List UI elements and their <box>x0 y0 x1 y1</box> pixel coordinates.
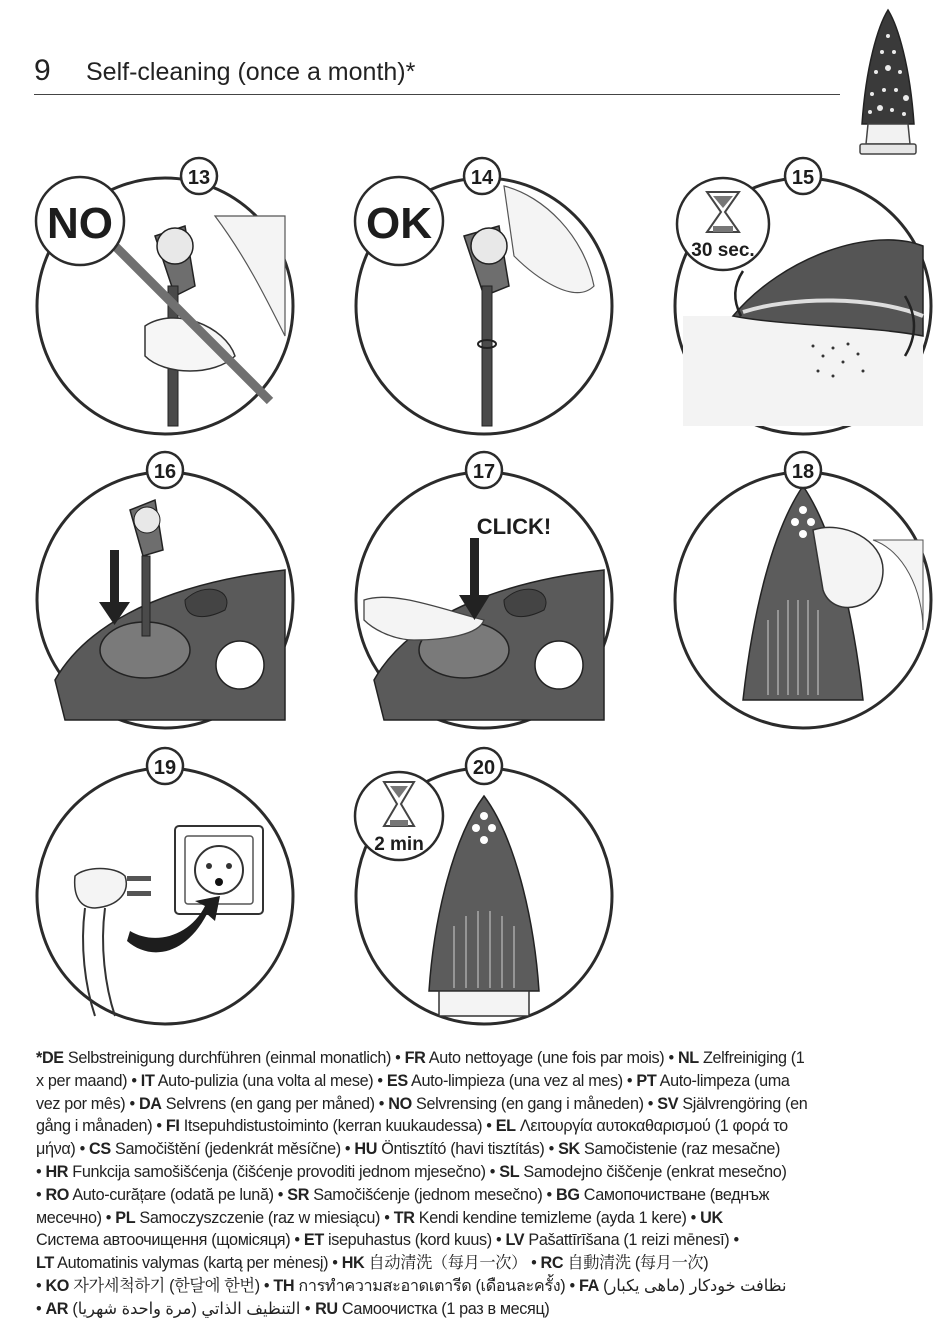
translation-text: 自動清洗 (每月一次) <box>563 1254 709 1273</box>
language-code: KO <box>45 1276 70 1295</box>
translation-text: • <box>36 1276 46 1295</box>
translation-text: Auto-curățare (odată pe lună) • <box>69 1185 288 1204</box>
translation-text: • <box>36 1185 46 1204</box>
language-code: EL <box>495 1117 516 1136</box>
step-number: 16 <box>153 461 177 483</box>
translation-text: • <box>36 1162 46 1181</box>
language-code: SK <box>558 1140 580 1159</box>
translation-text: Öntisztító (havi tisztítás) • <box>377 1140 559 1159</box>
step-20-illustration <box>354 757 614 1026</box>
translation-text: x per maand) • <box>36 1071 141 1090</box>
language-code: SV <box>657 1094 679 1113</box>
timer-label: 2 min <box>374 834 424 855</box>
translation-text: Samodejno čiščenje (enkrat mesečno) <box>519 1162 787 1181</box>
footnote-line <box>36 1252 928 1275</box>
iron-thumbnail-icon <box>856 6 920 158</box>
language-code: RC <box>540 1254 564 1273</box>
translation-text: Система автоочищення (щомісяця) • <box>36 1231 304 1250</box>
language-code: CS <box>89 1140 111 1159</box>
translation-text: Samočištění (jedenkrát měsíčne) • <box>110 1140 355 1159</box>
footnote-line <box>36 1184 928 1207</box>
translation-text: gång i månaden) • <box>36 1117 166 1136</box>
translation-text: Självrengöring (en <box>678 1094 808 1113</box>
footnote-line <box>36 1207 928 1230</box>
translation-text: Zelfreiniging (1 <box>698 1049 805 1067</box>
step-number: 18 <box>791 461 815 483</box>
translation-text: Samočišćenje (jednom mesečno) • <box>309 1185 556 1204</box>
language-code: ET <box>303 1231 324 1250</box>
step-18-illustration <box>673 461 933 730</box>
translation-text: Auto-limpeza (uma <box>656 1071 790 1090</box>
translation-text: การทำความสะอาดเตารีด (เดือนละครั้ง) • <box>294 1276 579 1295</box>
step-15-illustration <box>673 167 933 436</box>
language-code: UK <box>700 1208 723 1227</box>
footnote-translations <box>36 1047 928 1321</box>
language-code: RU <box>315 1299 338 1318</box>
translation-text: Funkcija samošišćenja (čišćenje provoditi jednom mjesečno) • <box>68 1162 500 1181</box>
translation-text: Auto-pulizia (una volta al mese) • <box>154 1071 387 1090</box>
language-code: LV <box>505 1231 525 1250</box>
page-title: Self-cleaning (once a month)* <box>86 58 416 86</box>
translation-text: Λειτουργία αυτοκαθαρισμού (1 φορά το <box>515 1117 788 1136</box>
translation-text: • <box>36 1299 46 1318</box>
translation-text: vez por mês) • <box>36 1094 139 1113</box>
translation-text: Selbstreinigung durchführen (einmal monatlich) • <box>63 1049 405 1067</box>
step-number: 19 <box>153 757 177 779</box>
footnote-line <box>36 1093 928 1116</box>
language-code: FR <box>404 1049 426 1067</box>
language-code: SR <box>287 1185 310 1204</box>
language-code: AR <box>45 1299 69 1318</box>
language-code: LT <box>36 1254 54 1273</box>
language-code: TR <box>393 1208 415 1227</box>
step-19-illustration <box>35 757 295 1026</box>
footnote-line <box>36 1229 928 1252</box>
language-code: *DE <box>36 1049 64 1067</box>
step-number: 14 <box>470 167 494 189</box>
footnote-line <box>36 1275 928 1298</box>
step-14-illustration <box>354 167 614 436</box>
translation-text: Itsepuhdistustoiminto (kerran kuukaudessa) • <box>179 1117 496 1136</box>
translation-text: Samoczyszczenie (raz w miesiącu) • <box>135 1208 394 1227</box>
language-code: TH <box>273 1276 295 1295</box>
translation-text: Pašattīrīšana (1 reizi mēnesī) • <box>524 1231 739 1250</box>
step-number: 17 <box>472 461 496 483</box>
language-code: HK <box>341 1254 365 1273</box>
language-code: HU <box>354 1140 378 1159</box>
footnote-line <box>36 1161 928 1184</box>
footnote-line <box>36 1047 928 1070</box>
step-number: 15 <box>791 167 815 189</box>
translation-text: نظافت خودکار (ماهی یکبار) <box>598 1276 787 1295</box>
footnote-line <box>36 1138 928 1161</box>
translation-text: Самоочистка (1 раз в месяц) <box>337 1299 550 1318</box>
translation-text: Самопочистване (веднъж <box>579 1185 770 1204</box>
footnote-line <box>36 1070 928 1093</box>
step-13-illustration <box>35 167 295 436</box>
step-16-illustration <box>35 461 295 730</box>
language-code: FI <box>165 1117 180 1136</box>
page-number: 9 <box>34 54 51 87</box>
translation-text: isepuhastus (kord kuus) • <box>323 1231 506 1250</box>
translation-text: месечно) • <box>36 1208 116 1227</box>
timer-label: 30 sec. <box>691 240 755 261</box>
footnote-line <box>36 1298 928 1321</box>
language-code: IT <box>140 1071 155 1090</box>
language-code: SL <box>499 1162 520 1181</box>
translation-text: التنظيف الذاتي (مرة واحدة شهريا) • <box>68 1299 316 1318</box>
click-label: CLICK! <box>476 514 552 539</box>
page-header <box>34 52 840 95</box>
language-code: HR <box>45 1162 69 1181</box>
step-17-illustration <box>354 461 614 730</box>
language-code: PL <box>115 1208 136 1227</box>
language-code: BG <box>555 1185 580 1204</box>
translation-text: Auto nettoyage (une fois par mois) • <box>425 1049 678 1067</box>
translation-text: Samočistenie (raz mesačne) <box>579 1140 781 1159</box>
translation-text: 自动清洗（每月一次） • <box>364 1254 541 1273</box>
translation-text: Automatinis valymas (kartą per mėnesį) • <box>53 1254 342 1273</box>
language-code: PT <box>636 1071 657 1090</box>
step-number: 13 <box>187 167 211 189</box>
ok-badge: OK <box>366 199 432 248</box>
footnote-line <box>36 1115 928 1138</box>
translation-text: Kendi kendine temizleme (ayda 1 kere) • <box>414 1208 701 1227</box>
language-code: FA <box>578 1276 599 1295</box>
translation-text: Auto-limpieza (una vez al mes) • <box>407 1071 637 1090</box>
step-number: 20 <box>472 757 496 779</box>
translation-text: Selvrensing (en gang i måneden) • <box>411 1094 658 1113</box>
language-code: NO <box>388 1094 412 1113</box>
language-code: ES <box>386 1071 408 1090</box>
language-code: DA <box>138 1094 162 1113</box>
translation-text: 자가세척하기 (한달에 한번) • <box>69 1276 274 1295</box>
language-code: RO <box>45 1185 70 1204</box>
no-badge: NO <box>47 199 113 248</box>
translation-text: μήνα) • <box>36 1140 90 1159</box>
language-code: NL <box>677 1049 699 1067</box>
translation-text: Selvrens (en gang per måned) • <box>161 1094 389 1113</box>
